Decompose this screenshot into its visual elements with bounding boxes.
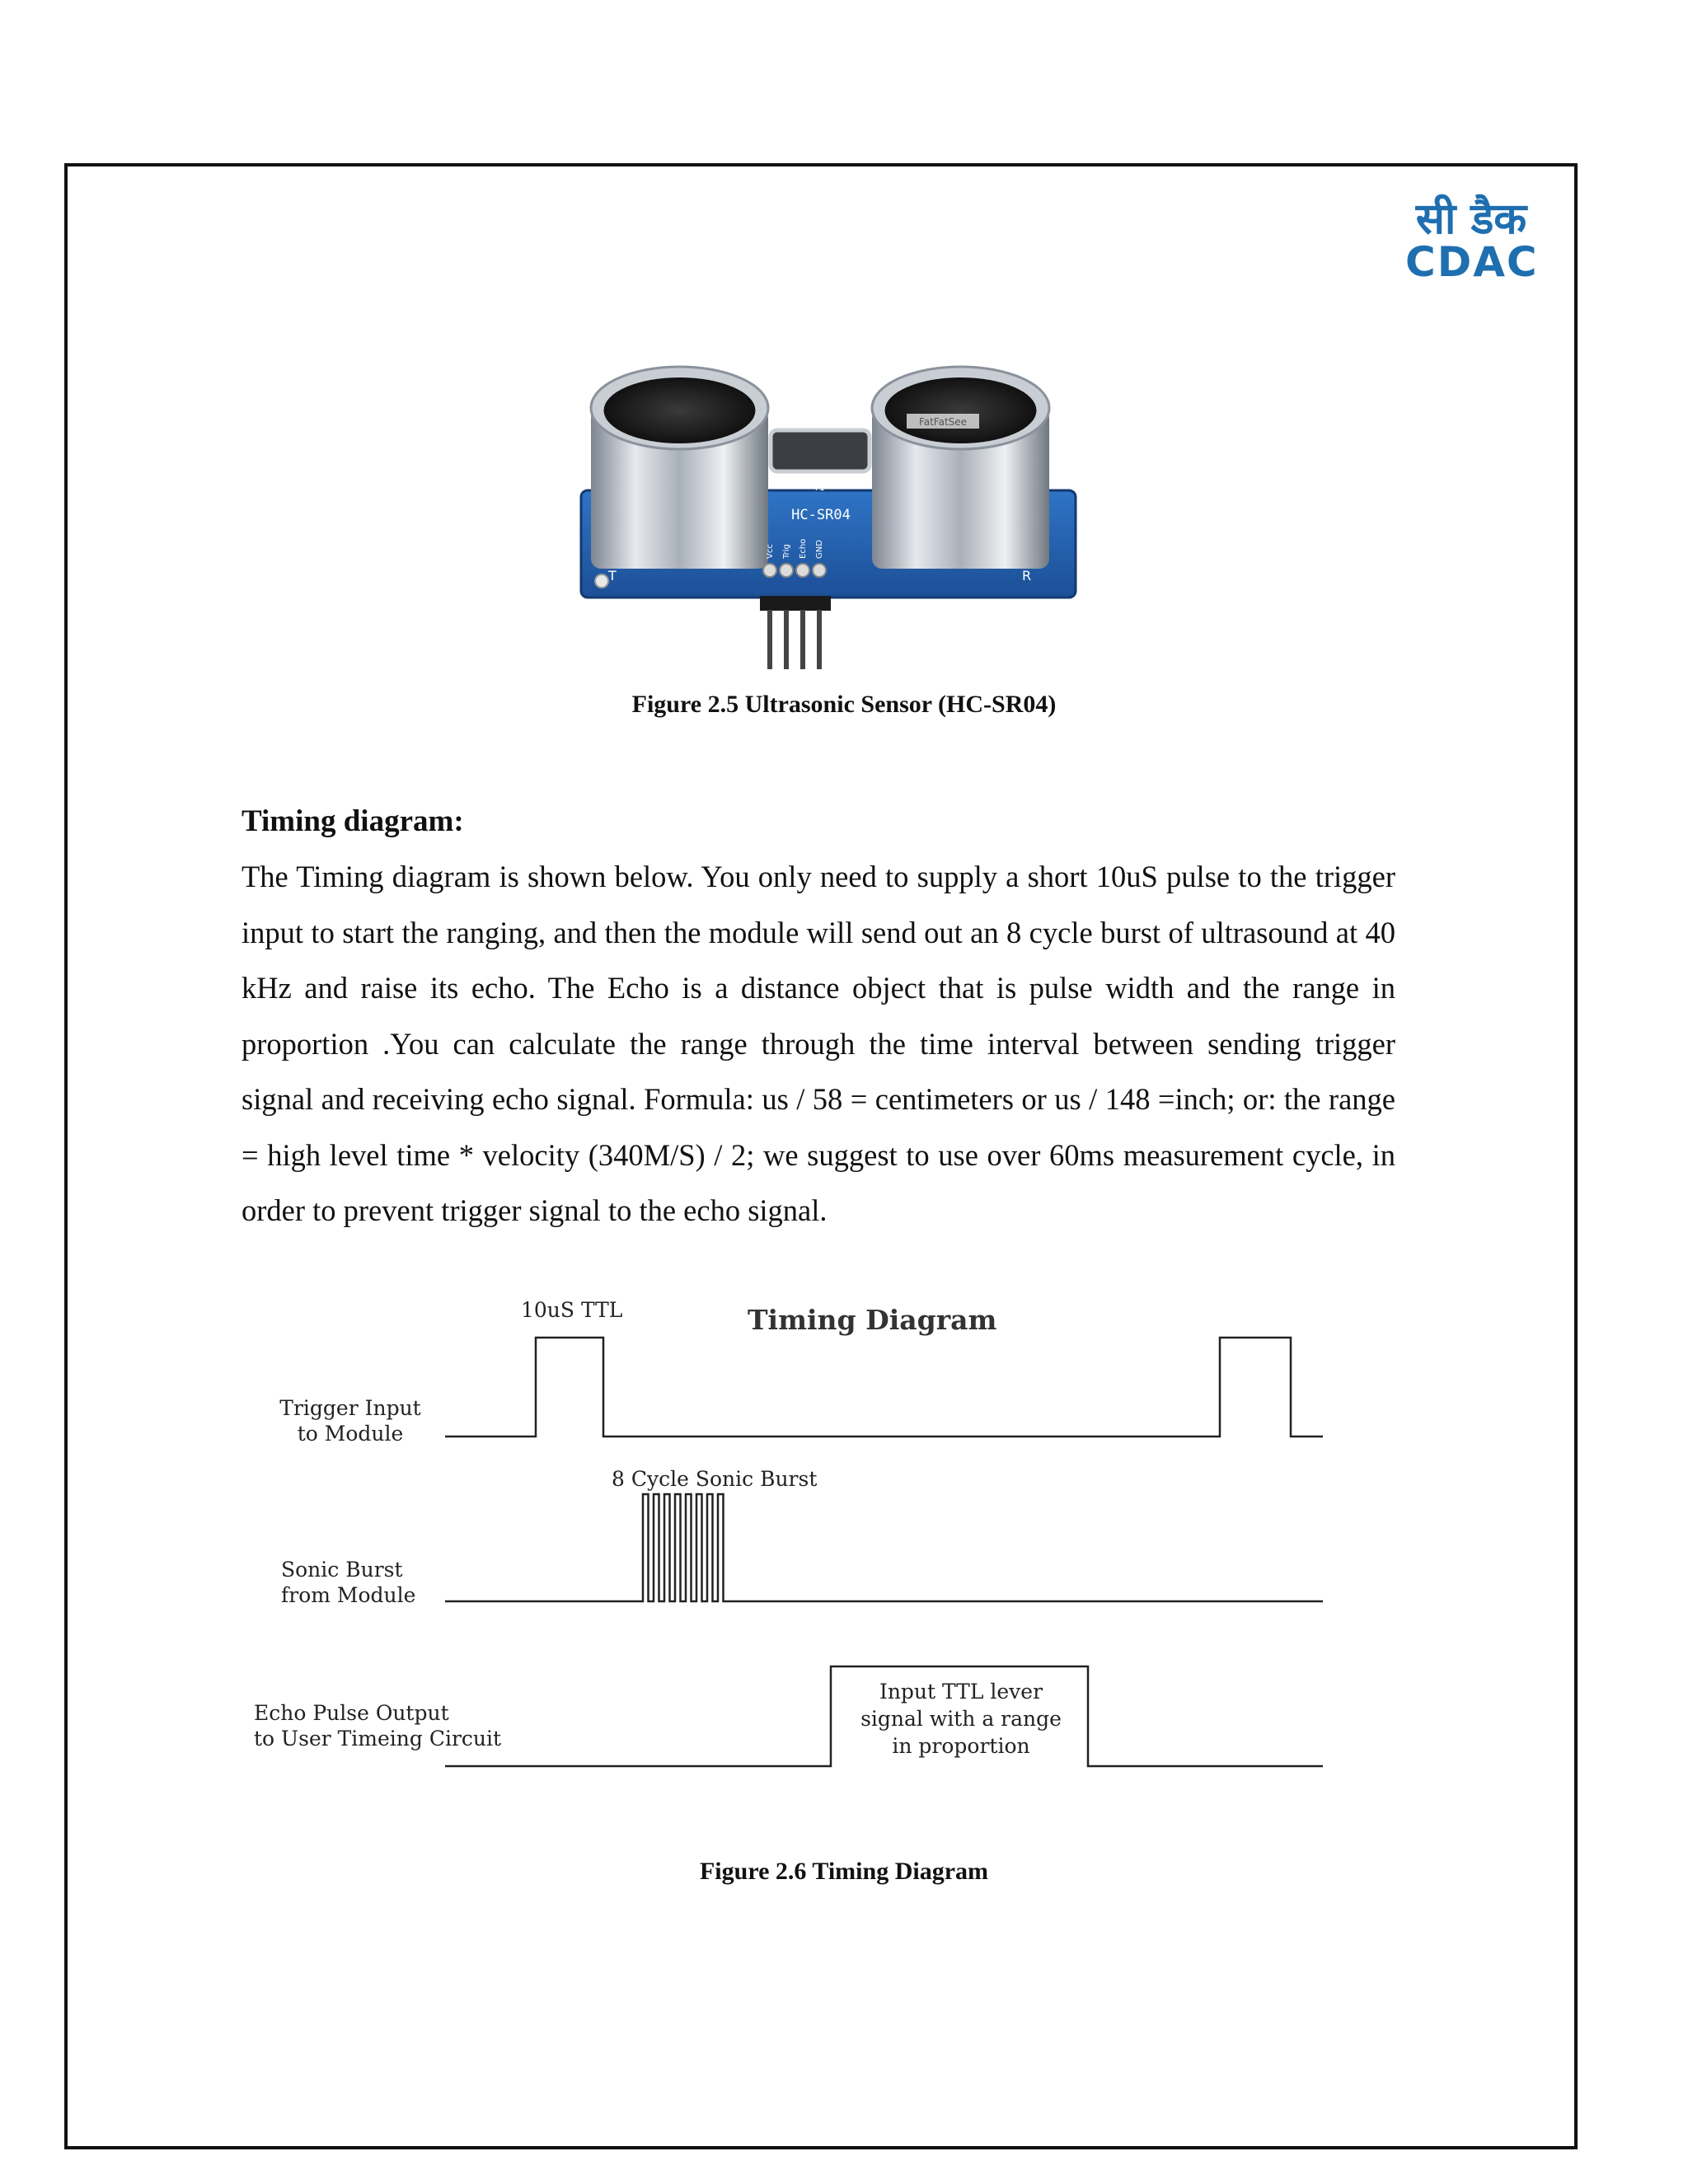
right-transducer	[872, 367, 1049, 569]
sonic-burst-signal	[445, 1494, 1323, 1601]
echo-note-3: in proportion	[892, 1734, 1030, 1758]
ultrasonic-sensor-image	[577, 363, 1088, 676]
pin-label-vcc: Vcc	[766, 544, 775, 559]
echo-label-1: Echo Pulse Output	[254, 1701, 449, 1725]
trigger-signal	[445, 1338, 1323, 1436]
left-transducer	[591, 367, 768, 569]
figure-2-6-caption: Figure 2.6 Timing Diagram	[699, 1858, 988, 1885]
sonic-label-2: from Module	[281, 1583, 416, 1607]
pulse-label: 10uS TTL	[521, 1298, 623, 1322]
echo-label-2: to User Timeing Circuit	[254, 1727, 502, 1750]
crystal	[771, 430, 870, 471]
pin-label-trig: Trig	[782, 544, 791, 559]
body-paragraph: The Timing diagram is shown below. You only need to supply a short 10uS pulse to the trigger input to start the ranging, and then the module will send out an 8 cycle burst of ultrasound at 40 kHz and raise its echo. The Echo is a distance object that is pulse width and the range in proportion .You can calculate the range through the time interval between sending trigger signal and receiving echo signal. Formula: us / 58 = centimeters or us / 148 =inch; or: the range = high level time * velocity (340M/S) / 2; we suggest to use over 60ms measurement cycle, in order to prevent trigger signal to the echo signal.	[241, 860, 1395, 1227]
section-heading: Timing diagram:	[241, 804, 464, 838]
trigger-label-1: Trigger Input	[279, 1396, 421, 1420]
trigger-label-2: to Module	[297, 1422, 404, 1446]
crystal-label: Y1	[814, 482, 825, 493]
timing-title: Timing Diagram	[748, 1304, 997, 1336]
pin-label-gnd: GND	[815, 540, 824, 559]
timing-diagram	[239, 1294, 1343, 1788]
pin-label-echo: Echo	[799, 538, 808, 559]
echo-note-2: signal with a range	[860, 1707, 1062, 1731]
echo-note-1: Input TTL lever	[879, 1680, 1043, 1704]
logo-latin-text: CDAC	[1405, 238, 1539, 286]
transducer-label: FatFatSee	[918, 416, 968, 428]
figure-2-5-caption: Figure 2.5 Ultrasonic Sensor (HC-SR04)	[631, 691, 1057, 718]
left-mark: T	[608, 568, 617, 583]
logo-hindi-text: सी डैक	[1415, 194, 1527, 244]
sonic-label-1: Sonic Burst	[281, 1558, 403, 1582]
board-label: HC-SR04	[791, 507, 851, 523]
cdac-logo	[1405, 196, 1537, 287]
right-mark: R	[1022, 568, 1032, 583]
burst-caption: 8 Cycle Sonic Burst	[612, 1467, 818, 1491]
